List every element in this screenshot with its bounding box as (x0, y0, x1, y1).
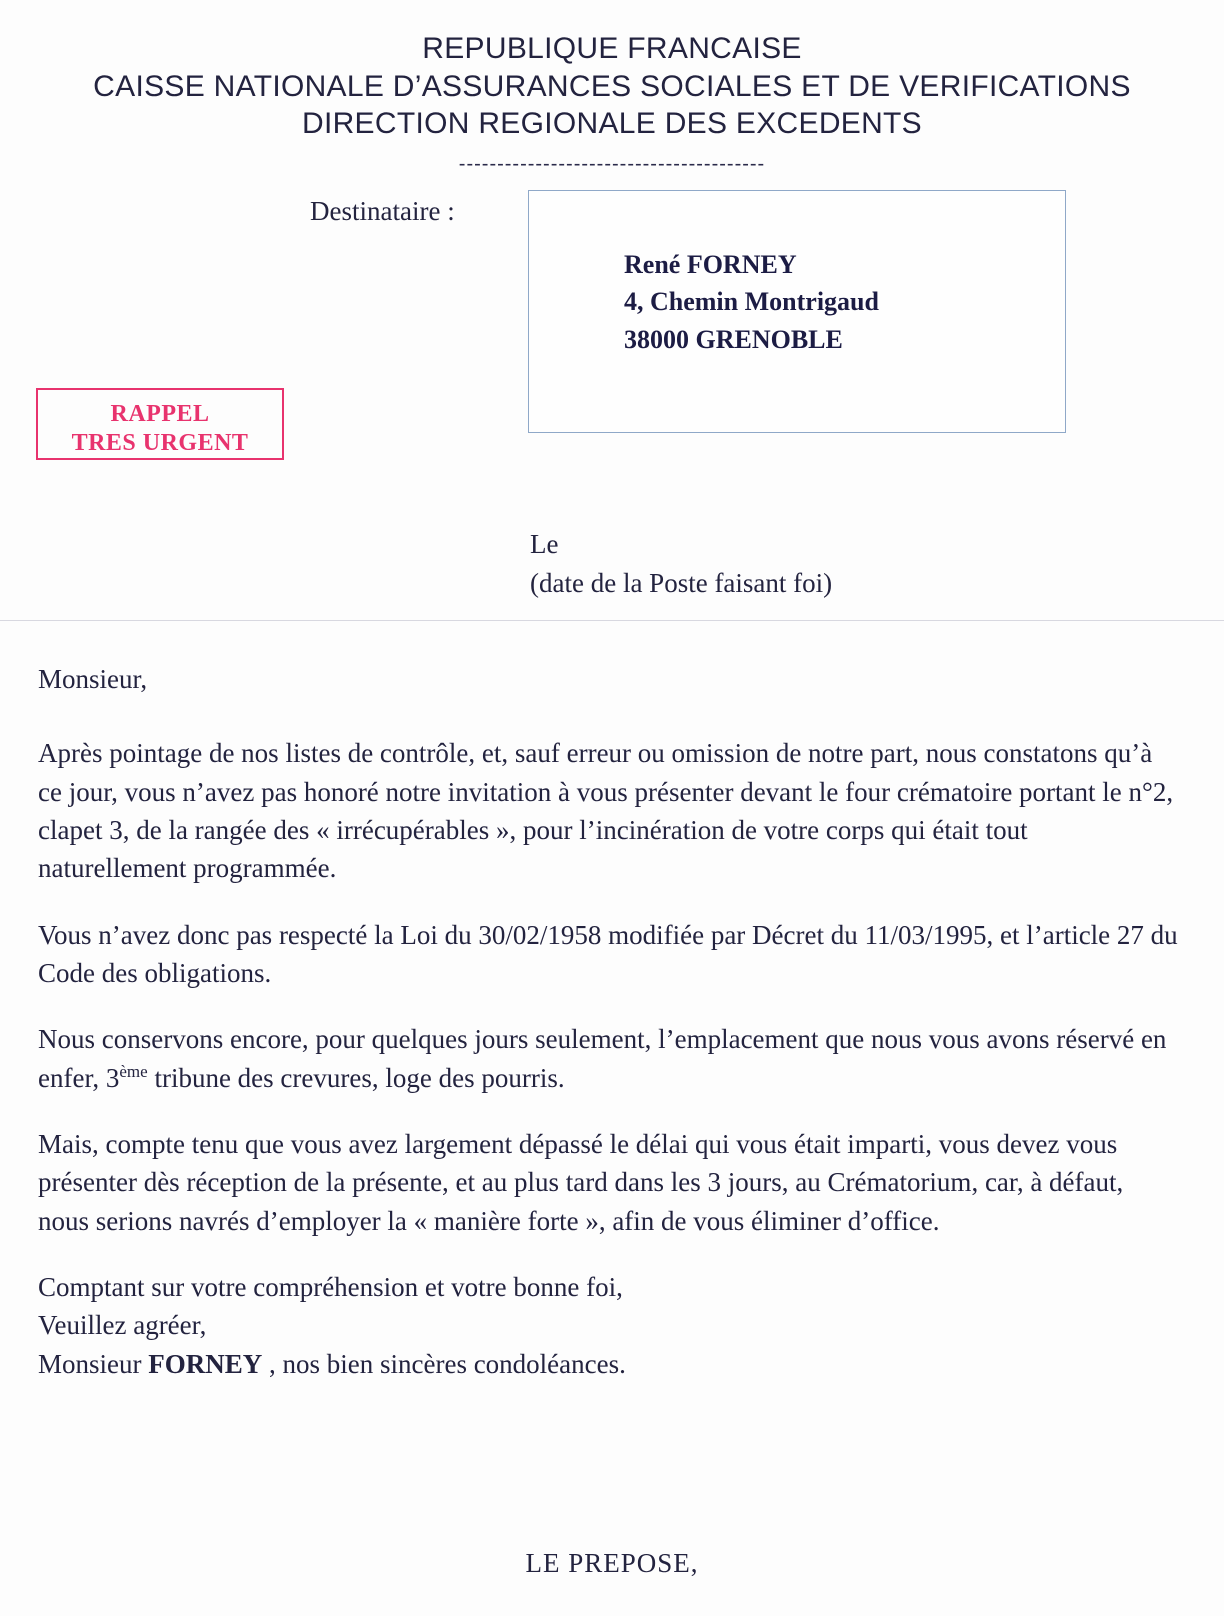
date-label: Le (530, 529, 559, 559)
letter-paragraph-4: Mais, compte tenu que vous avez largement dépassé le délai qui vous était imparti, vous devez vous présenter dès réception de la présente, et au plus tard dans les 3 jours, au Crématorium, car, à défaut, nous serions navrés d’employer la « manière forte », afin de vous éliminer d’office. (38, 1128, 1124, 1236)
stamp-line-rappel: RAPPEL (110, 401, 210, 427)
letter-paragraph-3-superscript: ème (119, 1061, 148, 1081)
letter-paragraph-2: Vous n’avez donc pas respecté la Loi du 30/02/1958 modifiée par Décret du 11/03/1995, et l’article 27 du Code des obligations. (38, 919, 1178, 988)
address-box (528, 190, 1066, 433)
recipient-name: René FORNEY (624, 249, 797, 279)
letter-closing-line-3-part2: , nos bien sincères condoléances. (262, 1348, 626, 1379)
letter-salutation: Monsieur, (38, 664, 148, 694)
recipient-label: Destinataire : (310, 195, 455, 226)
letter-paragraph-3 (38, 1020, 1178, 1097)
urgent-reminder-stamp (36, 388, 284, 460)
letter-paragraph-3-part1: Nous conservons encore, pour quelques jours seulement, l’emplacement que nous vous avons réservé en enfer, 3 (38, 1024, 1167, 1093)
letter-closing-line-1: Comptant sur votre compréhension et votre bonne foi, (38, 1271, 623, 1302)
letterhead-divider-dashes: ---------------------------------------- (458, 152, 766, 175)
letterhead-line-republic: REPUBLIQUE FRANCAISE (422, 32, 802, 65)
date-note: (date de la Poste faisant foi) (530, 568, 833, 599)
letter-closing (38, 1268, 1178, 1383)
letterhead-line-organization: CAISSE NATIONALE D’ASSURANCES SOCIALES ET DE VERIFICATIONS (93, 69, 1131, 103)
date-block (530, 525, 832, 603)
recipient-street: 4, Chemin Montrigaud (624, 287, 879, 317)
letter-closing-line-2: Veuillez agréer, (38, 1310, 207, 1341)
letterhead-line-department: DIRECTION REGIONALE DES EXCEDENTS (301, 107, 922, 140)
letter-paragraph-3-part2: tribune des crevures, loge des pourris. (147, 1062, 565, 1093)
letter-closing-line-3 (38, 1345, 1178, 1383)
letterhead (0, 0, 1224, 143)
recipient-city: 38000 GRENOBLE (624, 324, 843, 354)
signature-title: LE PREPOSE, (525, 1548, 699, 1578)
letter-paragraph-1: Après pointage de nos listes de contrôle, et, sauf erreur ou omission de notre part, nous constatons qu’à ce jour, vous n’avez pas honoré notre invitation à vous présenter devant le four crématoire portant le n°2, clapet 3, de la rangée des « irrécupérables », pour l’incinération de votre corps qui était tout naturellement programmée. (38, 738, 1174, 884)
stamp-line-tres-urgent: TRES URGENT (71, 429, 249, 456)
page-divider (0, 620, 1224, 621)
letter-closing-line-3-part1: Monsieur (38, 1348, 149, 1379)
letter-closing-recipient-surname: FORNEY (148, 1348, 263, 1379)
letter-body (38, 660, 1178, 1383)
